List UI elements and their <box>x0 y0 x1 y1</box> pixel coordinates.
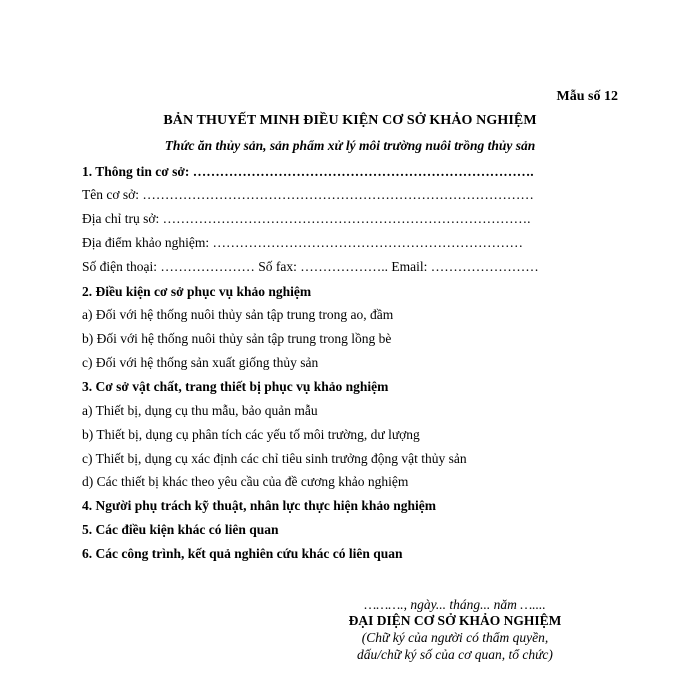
signature-note-line-2: dấu/chữ ký số của cơ quan, tổ chức) <box>357 647 553 662</box>
section-2-heading: 2. Điều kiện cơ sở phục vụ khảo nghiệm <box>82 284 312 299</box>
section-5-heading: 5. Các điều kiện khác có liên quan <box>82 522 279 537</box>
section-1-heading: 1. Thông tin cơ sở: …………………………………………………………………. <box>82 164 534 179</box>
section-3-item: a) Thiết bị, dụng cụ thu mẫu, bảo quản mẫu <box>82 403 318 418</box>
section-2-item: c) Đối với hệ thống sản xuất giống thủy sản <box>82 355 319 370</box>
facility-address-field: Địa chỉ trụ sở: ………………………………………………………………………. <box>82 211 531 226</box>
document-subtitle: Thức ăn thủy sản, sản phẩm xử lý môi trường nuôi trồng thủy sản <box>164 138 536 153</box>
signature-note-line-1: (Chữ ký của người có thẩm quyền, <box>361 630 549 645</box>
facility-name-field: Tên cơ sở: …………………………………………………………………………… <box>82 187 534 202</box>
section-2-item: a) Đối với hệ thống nuôi thủy sản tập trung trong ao, đầm <box>82 307 394 322</box>
section-3-item: d) Các thiết bị khác theo yêu cầu của đề cương khảo nghiệm <box>82 474 409 489</box>
section-3-item: c) Thiết bị, dụng cụ xác định các chỉ tiêu sinh trưởng động vật thủy sản <box>82 451 467 466</box>
section-3-heading: 3. Cơ sở vật chất, trang thiết bị phục vụ khảo nghiệm <box>82 379 389 394</box>
section-6-heading: 6. Các công trình, kết quả nghiên cứu khác có liên quan <box>82 546 403 561</box>
document-title: BẢN THUYẾT MINH ĐIỀU KIỆN CƠ SỞ KHẢO NGHIỆM <box>163 113 537 128</box>
test-location-field: Địa điểm khảo nghiệm: …………………………………………………………… <box>82 235 523 250</box>
contact-field: Số điện thoại: ………………… Số fax: ……………….. Email: …………………… <box>82 259 539 274</box>
section-3-item: b) Thiết bị, dụng cụ phân tích các yếu tố môi trường, dư lượng <box>82 427 420 442</box>
section-4-heading: 4. Người phụ trách kỹ thuật, nhân lực thực hiện khảo nghiệm <box>82 498 436 513</box>
signature-title: ĐẠI DIỆN CƠ SỞ KHẢO NGHIỆM <box>348 613 562 628</box>
form-number: Mẫu số 12 <box>556 89 618 104</box>
signature-date-line: ………., ngày... tháng... năm ….... <box>364 597 546 612</box>
section-2-item: b) Đối với hệ thống nuôi thủy sản tập trung trong lồng bè <box>82 331 392 346</box>
